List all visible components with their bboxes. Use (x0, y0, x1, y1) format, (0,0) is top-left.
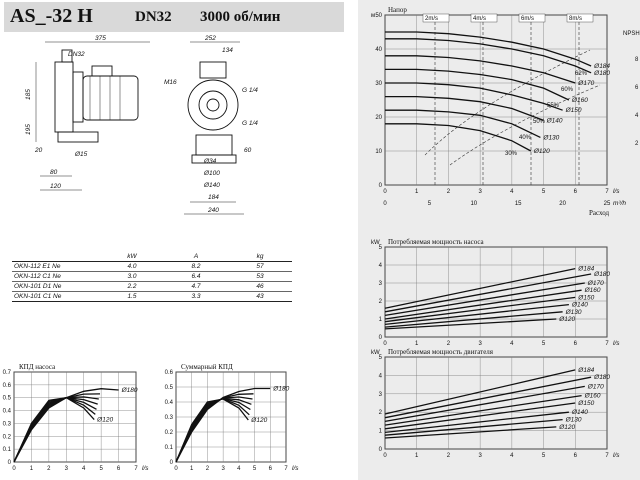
x-tick-label: 7 (284, 466, 288, 472)
dim-m16: M16 (164, 79, 177, 86)
velocity-label: 6m/s (521, 16, 535, 22)
dim-d100: Ø100 (204, 170, 220, 177)
x-tick-label: 7 (605, 341, 609, 347)
dim-240: 240 (208, 207, 219, 214)
y-tick-label: 0 (378, 183, 382, 189)
chart-title: Суммарный КПД (181, 363, 233, 371)
y-tick-label: 0 (378, 447, 382, 453)
table-header-cell: kW (100, 252, 164, 262)
y-tick-label: 30 (375, 81, 382, 87)
x-tick-label: 0 (383, 189, 387, 195)
dim-60: 60 (244, 147, 252, 154)
efficiency-label: 55% (547, 103, 560, 109)
efficiency-label: 30% (505, 151, 518, 157)
x2-tick-label: 15 (514, 201, 522, 207)
y-tick-label: 0.4 (2, 408, 11, 415)
x-tick-label: 5 (541, 453, 546, 459)
series-label: Ø120 (97, 416, 114, 424)
table-cell: 4.0 (100, 262, 164, 272)
series-label: Ø130 (565, 308, 582, 316)
series-label: Ø180 (273, 385, 290, 393)
series-label: Ø150 (565, 107, 582, 115)
y-tick-label: 3 (378, 391, 382, 398)
series-label: Ø180 (121, 387, 138, 394)
table-cell: 6.4 (164, 272, 228, 282)
x-tick-label: 2 (446, 189, 451, 195)
y-tick-label: 2 (378, 299, 382, 305)
x-tick-label: 2 (446, 453, 451, 459)
y-axis-label: м (371, 13, 376, 19)
series-label: Ø120 (533, 148, 550, 155)
table-cell: OKN-112 E1 Ne (12, 262, 100, 272)
x-unit-label: l/s (142, 465, 149, 472)
npsh-tick-label: 6 (635, 85, 639, 91)
series-line-Ø170 (385, 386, 585, 421)
dim-g14-b: G 1/4 (242, 120, 258, 127)
table-cell: OKN-112 C1 Ne (12, 272, 100, 282)
dim-134: 134 (222, 47, 233, 54)
x2-unit-label: m³/h (613, 200, 626, 207)
y-tick-label: 4 (378, 263, 382, 269)
x-unit-label: l/s (613, 188, 620, 195)
y-tick-label: 0.3 (2, 421, 11, 428)
efficiency-label: 40% (519, 135, 532, 141)
x-tick-label: 4 (82, 466, 86, 472)
series-label: Ø180 (594, 69, 611, 77)
y-axis-label: kW (371, 350, 380, 356)
table-cell: 4.7 (164, 282, 228, 292)
x2-tick-label: 10 (470, 201, 478, 207)
y-tick-label: 0.5 (2, 395, 11, 402)
x-tick-label: 1 (415, 189, 419, 195)
x-tick-label: 1 (415, 453, 419, 459)
table-cell: 53 (228, 272, 292, 282)
series-line-Ø130 (385, 312, 563, 327)
chart-2 (371, 348, 620, 459)
y-tick-label: 0 (169, 460, 173, 466)
x-tick-label: 6 (268, 466, 272, 472)
series-label: Ø170 (578, 80, 595, 87)
y-tick-label: 3 (378, 281, 382, 287)
series-label: Ø150 (578, 400, 595, 407)
table-cell: 1.5 (100, 292, 164, 302)
x-tick-label: 2 (446, 341, 451, 347)
table-cell: 8.2 (164, 262, 228, 272)
y-tick-label: 2 (378, 410, 382, 417)
y-tick-label: 0 (378, 335, 382, 341)
y-axis-label: kW (371, 240, 380, 246)
efficiency-label: 60% (561, 87, 574, 93)
table-cell: 3.0 (100, 272, 164, 282)
series-label: Ø160 (571, 97, 588, 104)
x2-tick-label: 0 (383, 201, 387, 207)
dim-184: 184 (208, 194, 219, 201)
velocity-label: 8m/s (569, 16, 583, 22)
x-tick-label: 4 (510, 453, 514, 459)
velocity-label: 4m/s (473, 16, 487, 22)
series-label: Ø170 (587, 280, 604, 287)
y-tick-label: 4 (378, 373, 382, 380)
x-tick-label: 0 (12, 466, 16, 472)
table-cell: 46 (228, 282, 292, 292)
y-tick-label: 5 (378, 355, 382, 361)
table-cell: OKN-101 C1 Ne (12, 292, 100, 302)
efficiency-curve (14, 398, 97, 462)
x2-tick-label: 20 (559, 201, 566, 207)
y-tick-label: 50 (375, 13, 382, 19)
series-label: Ø130 (565, 416, 582, 424)
x-tick-label: 1 (29, 466, 34, 472)
series-label: Ø140 (546, 117, 563, 125)
x-unit-label: l/s (613, 452, 620, 459)
x2-tick-label: 5 (427, 201, 432, 207)
npsh-label: NPSH (623, 31, 640, 37)
x-tick-label: 1 (190, 466, 194, 472)
series-label: Ø184 (578, 265, 595, 273)
x-tick-label: 5 (541, 189, 546, 195)
table-header-cell: A (164, 252, 228, 262)
series-label: Ø120 (559, 423, 576, 431)
y-tick-label: 1 (378, 317, 382, 323)
dim-375: 375 (95, 35, 106, 42)
dim-d140: Ø140 (204, 182, 220, 189)
y-tick-label: 5 (378, 245, 382, 251)
y-tick-label: 0.3 (164, 415, 173, 421)
y-tick-label: 0.2 (164, 430, 173, 436)
series-label: Ø180 (594, 271, 611, 278)
series-line-Ø120 (385, 124, 531, 151)
x-tick-label: 0 (383, 341, 387, 347)
chart-3 (3, 363, 150, 472)
series-line-Ø120 (176, 399, 248, 462)
series-label: Ø150 (578, 294, 595, 302)
y-tick-label: 10 (375, 149, 382, 155)
x-tick-label: 5 (252, 466, 257, 472)
y-tick-label: 0.7 (2, 370, 11, 376)
series-line-Ø120 (14, 398, 94, 462)
series-label: Ø120 (251, 417, 268, 424)
y-tick-label: 40 (375, 47, 382, 53)
x2-tick-label: 25 (603, 201, 611, 207)
x-tick-label: 6 (116, 466, 121, 472)
x-tick-label: 6 (573, 189, 577, 195)
dim-d34: Ø34 (204, 158, 217, 165)
dim-120: 120 (50, 183, 61, 190)
table-cell: 43 (228, 292, 292, 302)
x-unit-label: l/s (292, 465, 299, 472)
x-tick-label: 5 (541, 341, 546, 347)
x-tick-label: 7 (605, 189, 609, 195)
y-tick-label: 0.6 (2, 382, 11, 389)
x-tick-label: 5 (99, 466, 103, 472)
series-label: Ø130 (543, 134, 560, 142)
table-cell: 3.3 (164, 292, 228, 302)
y-tick-label: 0 (7, 460, 11, 466)
efficiency-curve (14, 398, 98, 462)
series-label: Ø170 (587, 383, 604, 391)
efficiency-label: 50% (533, 119, 546, 125)
dim-dn32: DN32 (68, 51, 85, 58)
table-cell: OKN-101 D1 Ne (12, 282, 100, 292)
x-tick-label: 3 (478, 341, 482, 347)
chart-title: Потребляемая мощность двигателя (388, 348, 494, 356)
series-label: Ø120 (559, 316, 576, 323)
x-tick-label: 3 (64, 466, 68, 472)
series-line-Ø180 (385, 377, 591, 418)
table-header-cell: kg (228, 252, 292, 262)
chart-title: КПД насоса (19, 363, 56, 371)
x-tick-label: 0 (383, 453, 387, 459)
series-label: Ø140 (571, 409, 588, 417)
x-tick-label: 7 (134, 466, 138, 472)
velocity-label: 2m/s (425, 16, 439, 22)
series-label: Ø140 (571, 301, 588, 309)
series-label: Ø184 (594, 63, 611, 70)
series-label: Ø160 (584, 287, 601, 295)
x-axis-label: Расход (589, 209, 610, 217)
npsh-tick-label: 8 (635, 57, 639, 63)
model-title: AS_-32 H (10, 5, 93, 27)
x-tick-label: 6 (573, 341, 577, 347)
x-tick-label: 4 (510, 189, 514, 195)
chart-title: Напор (388, 6, 407, 14)
series-label: Ø160 (584, 392, 601, 400)
series-line-Ø160 (385, 290, 582, 319)
y-tick-label: 20 (375, 115, 382, 121)
y-tick-label: 0.4 (164, 400, 173, 406)
x-tick-label: 6 (573, 453, 577, 459)
dim-185: 185 (25, 89, 32, 100)
efficiency-label: 62% (575, 71, 588, 77)
chart-1 (371, 238, 620, 347)
y-tick-label: 0.2 (2, 434, 11, 441)
chart-title: Потребляемая мощность насоса (388, 238, 484, 246)
x-tick-label: 7 (605, 453, 609, 459)
series-label: Ø184 (578, 366, 595, 374)
dim-g14-a: G 1/4 (242, 87, 258, 94)
y-tick-label: 0.6 (164, 370, 173, 376)
chart-0 (371, 6, 640, 217)
series-line-Ø140 (385, 412, 569, 432)
table-cell: 2.2 (100, 282, 164, 292)
x-tick-label: 1 (415, 341, 419, 347)
y-tick-label: 0.1 (2, 447, 11, 454)
x-tick-label: 4 (510, 341, 514, 347)
series-label: Ø180 (594, 374, 611, 382)
y-tick-label: 1 (378, 428, 382, 435)
dim-d15: Ø15 (75, 151, 88, 158)
series-line-Ø160 (385, 69, 569, 100)
x-tick-label: 3 (221, 466, 225, 472)
chart-frame (14, 372, 136, 462)
npsh-tick-label: 4 (635, 113, 639, 119)
x-tick-label: 3 (478, 453, 482, 459)
x-tick-label: 2 (205, 466, 210, 472)
x-tick-label: 0 (174, 466, 178, 472)
table-cell: 57 (228, 262, 292, 272)
x-tick-label: 3 (478, 189, 482, 195)
npsh-tick-label: 2 (635, 141, 639, 147)
y-tick-label: 0.1 (164, 445, 173, 451)
x-tick-label: 4 (237, 466, 241, 472)
series-line-Ø120 (385, 319, 556, 329)
dim-20: 20 (35, 147, 43, 154)
dim-252: 252 (205, 35, 216, 42)
dim-195: 195 (25, 124, 32, 135)
dn-label: DN32 (135, 9, 172, 25)
efficiency-curve (176, 398, 251, 462)
y-tick-label: 0.5 (164, 385, 173, 391)
chart-4 (165, 363, 300, 472)
x-unit-label: l/s (613, 340, 620, 347)
dim-80: 80 (50, 169, 58, 176)
x-tick-label: 2 (47, 466, 51, 472)
speed-label: 3000 об/мин (200, 9, 281, 25)
